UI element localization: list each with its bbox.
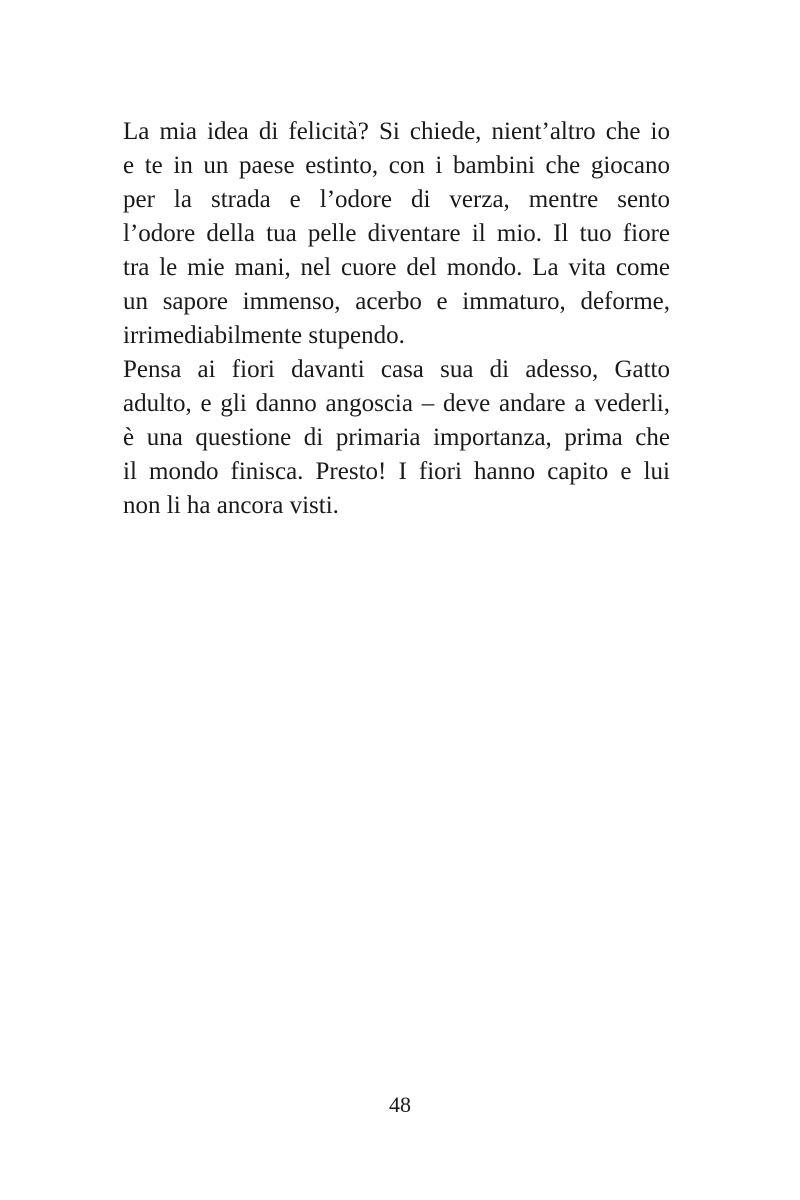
text-line: adulto, e gli danno angoscia – deve andare a vederli, xyxy=(123,390,670,417)
text-line: e te in un paese estinto, con i bambini che giocano xyxy=(123,152,670,179)
text-line: irrimediabilmente stupendo. xyxy=(123,322,405,349)
page-number: 48 xyxy=(389,1092,411,1117)
text-line: tra le mie mani, nel cuore del mondo. La vita come xyxy=(123,254,670,281)
text-line: un sapore immenso, acerbo e immaturo, deforme, xyxy=(123,288,670,315)
text-line: per la strada e l’odore di verza, mentre sento xyxy=(123,186,670,213)
text-line: è una questione di primaria importanza, prima che xyxy=(123,424,670,451)
text-line: non li ha ancora visti. xyxy=(123,492,339,519)
text-line: Pensa ai fiori davanti casa sua di adesso, Gatto xyxy=(123,356,670,383)
paragraph-1 xyxy=(123,115,670,353)
text-line: l’odore della tua pelle diventare il mio. Il tuo fiore xyxy=(123,220,670,247)
text-line: il mondo finisca. Presto! I fiori hanno capito e lui xyxy=(123,458,670,485)
paragraph-2 xyxy=(123,353,670,523)
body-text xyxy=(123,115,670,523)
text-line: La mia idea di felicità? Si chiede, nient’altro che io xyxy=(123,118,670,145)
